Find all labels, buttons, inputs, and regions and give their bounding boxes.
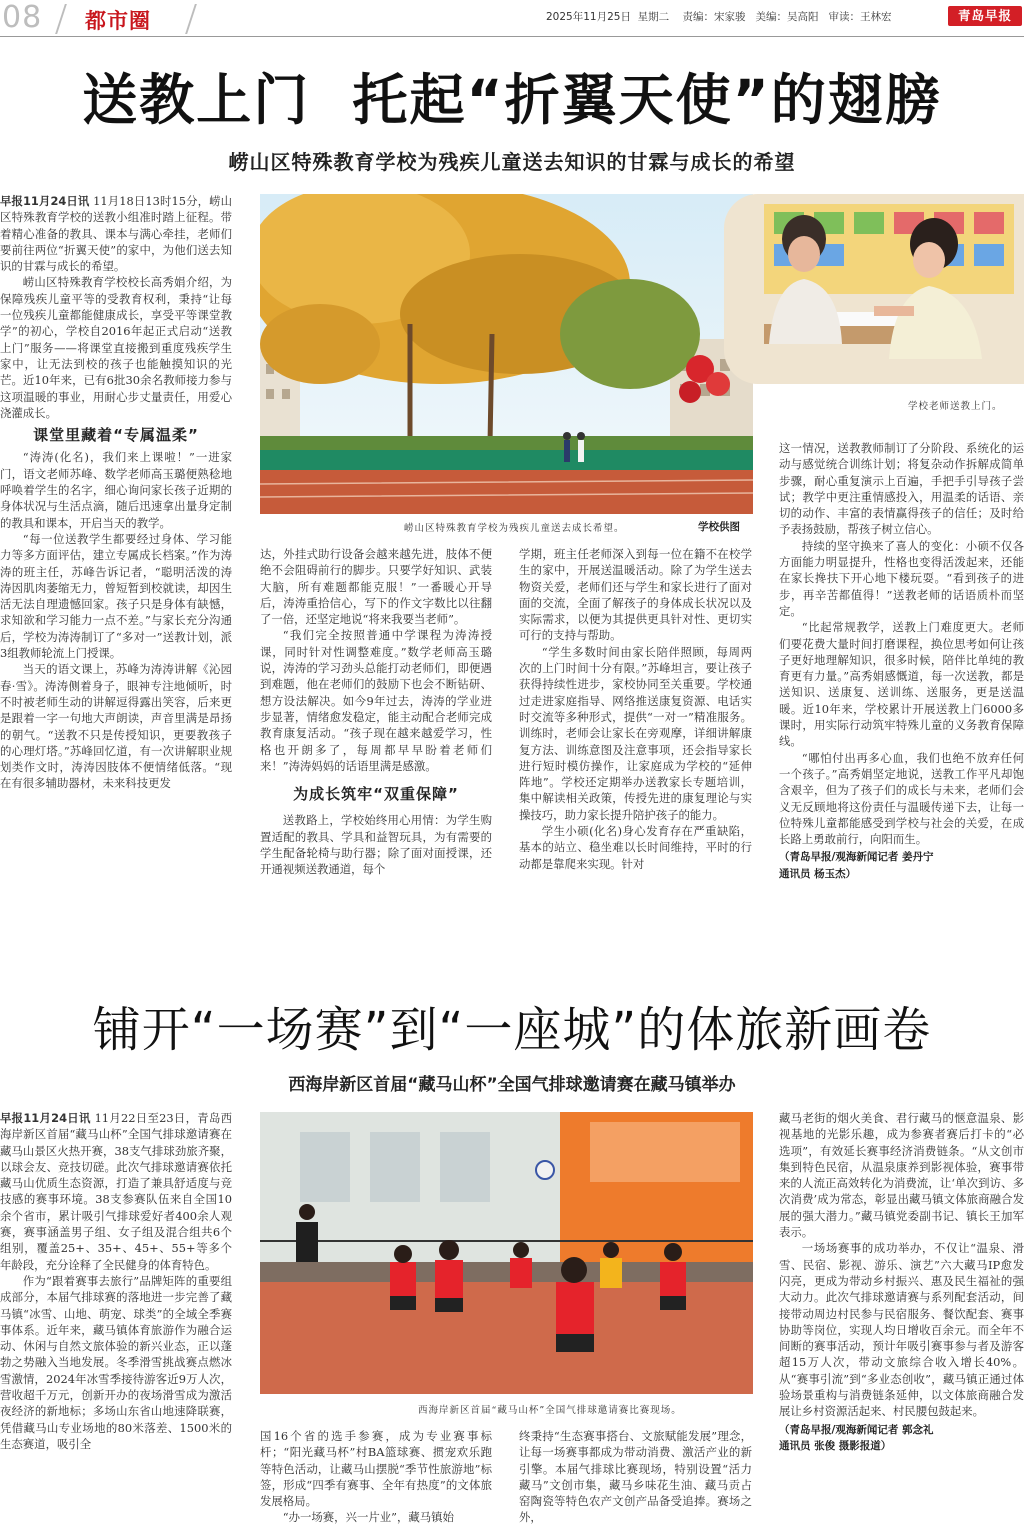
article1-col2-p2: “我们完全按照普通中学课程为涛涛授课，同时针对性调整难度。”数学老师高玉璐说，涛涛的学习劲头总能打动老师们，即便遇到难题，他在老师们的鼓励下也会不断钻研、想方设法解决。如今9年过去，涛涛的学业进步显著，情绪愈发稳定，能主动配合老师完成教育康复活动。“孩子现在越来越爱学习，性格也开朗多了，每周都早早盼着老师们来！”涛涛妈妈的话语里满是感激。 [260, 628, 492, 773]
section-name: 都市圈 [85, 9, 151, 33]
article2-column-3 [519, 1428, 752, 1531]
article1-subheadline: 崂山区特殊教育学校为残疾儿童送去知识的甘霖与成长的希望 [228, 150, 796, 174]
brand-logo [948, 6, 1022, 26]
article1-photo1-credit: 学校供图 [698, 521, 740, 533]
article1-column-4 [779, 440, 1024, 952]
article1-credit-line2: 通讯员 杨玉杰） [779, 867, 857, 880]
article2-column-1 [0, 1110, 232, 1531]
campus-track-image [260, 194, 753, 514]
article2-column-2 [260, 1428, 492, 1531]
article2-col4-p2: 一场场赛事的成功举办，不仅让“温泉、滑雪、民宿、影视、游乐、演艺”六大藏马IP愈发闪亮，更成为带动乡村振兴、惠及民生福祉的强大动力。此次气排球邀请赛与系列配套活动，间接带动周边村民参与民宿服务、餐饮配套、赛事协助等岗位，实现人均日增收百余元。而全年不间断的赛事活动，预计年吸引赛事参与者及游客超15万人次，带动文旅综合收入增长40%。从“赛事引流”到“多业态创收”，藏马镇正通过体验场景重构与消费链条延伸，以文体旅商融合发展让乡村资源活起来、村民腰包鼓起来。 [779, 1241, 1024, 1419]
article2-headline: 铺开“一场赛”到“一座城”的体旅新画卷 [92, 1002, 932, 1058]
article1-col4-p1: 这一情况，送教教师制订了分阶段、系统化的运动与感觉统合训练计划；将复杂动作拆解成简单步骤，耐心重复演示上百遍，手把手引导孩子尝试；教学中更注重情感投入，用温柔的话语、亲切的动作、丰富的表情赢得孩子的信任；及时给予表扬鼓励，帮孩子树立信心。 [779, 441, 1024, 537]
article1-photo1-caption [404, 520, 625, 534]
volleyball-match-image [260, 1112, 753, 1394]
article1-photo2-caption [908, 398, 1003, 412]
article1-col3-p3: 学生小硕(化名)身心发育存在严重缺陷，基本的站立、稳坐难以长时间维持，平时的行动都是靠爬来实现。针对 [519, 824, 752, 871]
photo1-caption-text: 崂山区特殊教育学校为残疾儿童送去成长希望。 [404, 523, 625, 534]
article1-column-1 [0, 193, 232, 950]
article2-col1-p2: 作为“跟着赛事去旅行”品牌矩阵的重要组成部分，本届气排球赛的落地进一步完善了藏马镇“冰雪、山地、萌宠、球类”的全域全季赛事体系。近年来，藏马镇体育旅游作为融合运动、休闲与自然文旅体验的新兴业态，正以蓬勃之势融入当地发展。冬季滑雪挑战赛点燃冰雪激情，2024年冰雪季接待游客近9万人次，营收超千万元，创新开办的夜场滑雪成为激活夜经济的新地标；多场山东省山地速降联赛，凭借藏马山专业场地的80米落差、1500米的生态赛道，吸引全 [0, 1273, 232, 1451]
article1-col4-p4: “哪怕付出再多心血，我们也绝不放弃任何一个孩子。”高秀娟坚定地说，送教工作平凡却饱含艰辛，但为了孩子们的成长与未来，老师们会义无反顾地将这份责任与温暖传递下去，让每一位特殊儿童都能感受到学校与社会的关爱，在成长路上勇敢前行，向阳而生。 [779, 750, 1024, 847]
article1-col1-p2: 崂山区特殊教育学校校长高秀娟介绍，为保障残疾儿童平等的受教育权利，秉持“让每一位残疾儿童都能健康成长，享受平等课堂教学”的初心，学校自2016年起正式启动“送教上门”服务——将课堂直接搬到重度残疾学生家中，让无法到校的孩子也能触摸知识的光芒。近10年来，已有6批30余名教师接力参与这项温暖的事业，用耐心步丈量责任，用爱心浇灌成长。 [0, 275, 232, 420]
article1-col3-p2: “学生多数时间由家长陪伴照顾，每周两次的上门时间十分有限。”苏峰坦言，要让孩子获得持续性进步，家校协同至关重要。学校通过走进家庭指导、网络推送康复资源、电话实时交流等多种形式，提供“一对一”精准服务。训练时，老师会让家长在旁观摩，详细讲解康复方法、训练意图及注意事项，还会指导家长进行短时模仿操作，让家庭成为学校的“延伸阵地”。学校还定期举办送教家长专题培训，集中解读相关政策，传授先进的康复理论与实操技巧，助力家长提升陪护孩子的能力。 [519, 644, 752, 822]
header-slash-2 [185, 4, 197, 34]
article2-credit-line1: （青岛早报/观海新闻记者 郭念礼 [779, 1423, 934, 1436]
header-editor: 责编：宋家骏 [682, 11, 746, 23]
article2-col2-p1: 国16个省的选手参赛，成为专业赛事标杆；“阳光藏马杯”村BA篮球赛、掼宠欢乐跑等特色活动，让藏马山摆脱“季节性旅游地”标签，形成“四季有赛事、全年有热度”的文体旅发展格局。 [260, 1429, 492, 1509]
article2-subheadline: 西海岸新区首届“藏马山杯”全国气排球邀请赛在藏马镇举办 [288, 1075, 736, 1095]
article1-headline: 送教上门 托起“折翼天使”的翅膀 [82, 68, 942, 132]
article1-col4-p3: “比起常规教学，送教上门难度更大。老师们要花费大量时间打磨课程，换位思考如何让孩子更好地理解知识，很多时候，陪伴比单纯的教育更有力量。”高秀娟感慨道，每一次送教，都是送知识、送康复、送训练、送服务，更是送温暖。近10年来，学校累计开展送教上门6000多课时，用实际行动筑牢特殊儿童的义务教育保障线。 [779, 620, 1024, 749]
header-proofreader: 审读：王林宏 [828, 11, 892, 23]
header-designer: 美编：吴高阳 [755, 11, 819, 23]
article2-photo-volleyball [260, 1112, 753, 1394]
article2-column-4 [779, 1110, 1024, 1531]
article1-column-3 [519, 546, 752, 950]
article2-col2-p2: “办一场赛，兴一片业”，藏马镇始 [282, 1510, 454, 1525]
article1-column-2 [260, 546, 492, 950]
article1-col2-p3: 送教路上，学校始终用心用情：为学生购置适配的教具、学具和益智玩具，为有需要的学生配备轮椅与助行器；除了面对面授课，还开通视频送教通道，每个 [260, 813, 492, 877]
home-visit-image [724, 194, 1024, 384]
article2-credit-line2: 通讯员 张俊 摄影报道） [779, 1439, 892, 1452]
article2-col4-p1: 藏马老街的烟火美食、君行藏马的惬意温泉、影视基地的光影乐趣，成为参赛者赛后打卡的“必选项”，有效延长赛事经济消费链条。“从文创市集到特色民宿，从温泉康养到影视体验，赛事带来的人流正高效转化为消费流，让‘单次到访、多次消费’成为常态，彰显出藏马镇文体旅商融合发展的强大潜力。”藏马镇党委副书记、镇长王加军表示。 [779, 1111, 1024, 1240]
article1-col4-p2: 持续的坚守换来了喜人的变化：小硕不仅各方面能力明显提升，性格也变得活泼起来，还能在家长搀扶下开心地下楼玩耍。“看到孩子的进步，再辛苦都值得！”送教老师的话语质朴而坚定。 [779, 538, 1024, 618]
page-number: 08 [2, 0, 43, 35]
article1-col1-p1: 11月18日13时15分，崂山区特殊教育学校的送教小组准时踏上征程。带着精心准备的教具、课本与满心牵挂，老师们要前往两位“折翼天使”的家中，为他们送去知识的甘霖与成长的希望。 [0, 194, 232, 274]
article1-photo-campus [260, 194, 753, 514]
article1-col1-p3: “涛涛(化名)，我们来上课啦！”一进家门，语文老师苏峰、数学老师高玉璐便熟稔地呼唤着学生的名字，细心询问家长孩子近期的身体状况与生活点滴，随后迅速拿出量身定制的教具和课本，开启当天的教学。 [0, 450, 232, 530]
article2-col1-p1: 11月22日至23日，青岛西海岸新区首届“藏马山杯”全国气排球邀请赛在藏马山景区火热开赛，38支气排球劲旅齐聚，以球会友、竞技切磋。此次气排球邀请赛依托藏马山优质生态资源，打造了兼具舒适度与竞技感的赛事环境。38支参赛队伍来自全国10余个省市，累计吸引气排球爱好者400余人观赛，赛事涵盖男子组、女子组及混合组共6个组别，覆盖25+、35+、45+、55+等多个年龄段，充分诠释了全民健身的体育特色。 [0, 1111, 232, 1272]
article1-subheading-2: 为成长筑牢“双重保障” [293, 785, 459, 804]
article2-dateline: 早报11月24日讯 [0, 1111, 91, 1125]
article1-col1-p4: “每一位送教学生都要经过身体、学习能力等多方面评估，建立专属成长档案。”作为涛涛的班主任，苏峰告诉记者，“聪明活泼的涛涛因肌肉萎缩无力，曾短暂到校就读，却因生活无法自理遗憾回家。孩子只是身体有缺憾，求知欲和学习能力一点不差。”与家长充分沟通后，学校为涛涛制订了“多对一”送教计划，派3组教师轮流上门授课。 [0, 531, 232, 661]
header-date: 2025年11月25日 [546, 11, 631, 23]
article1-col1-p5: 当天的语文课上，苏峰为涛涛讲解《沁园春·雪》。涛涛侧着身子，眼神专注地倾听，时不时被老师生动的讲解逗得露出笑容，后来更是跟着一字一句地大声朗读，声音里满是昂扬的朝气。“送教不只是传授知识，更要教孩子的心理灯塔。”苏峰回忆道，有一次讲解职业规划类作文时，涛涛因肢体不便情绪低落。“现在有很多辅助器材，未来科技更发 [0, 662, 232, 791]
article1-col2-p1: 达，外挂式助行设备会越来越先进，肢体不便绝不会阻碍前行的脚步。只要学好知识、武装大脑，所有难题都能克服！”一番暖心开导后，涛涛重拾信心，写下的作文字数比以往翻了一倍，还坚定地说“将来我要当老师”。 [260, 547, 492, 627]
photo3-caption-text: 西海岸新区首届“藏马山杯”全国气排球邀请赛比赛现场。 [418, 1405, 682, 1416]
photo2-caption-text: 学校老师送教上门。 [908, 401, 1003, 412]
article1-subheading-1: 课堂里藏着“专属温柔” [33, 426, 199, 445]
article2-photo-caption [418, 1402, 682, 1416]
header-rule [0, 36, 1024, 37]
header-slash-1 [55, 4, 67, 34]
header-weekday: 星期二 [637, 11, 670, 23]
article1-col3-p1: 学期，班主任老师深入到每一位在籍不在校学生的家中，开展送温暖活动。除了为学生送去物资关爱，老师们还与学生和家长进行了面对面的交流，全面了解孩子的身体成长状况以及实际需求，以便为其提供更具针对性、更切实可行的支持与帮助。 [519, 547, 752, 643]
article1-dateline: 早报11月24日讯 [0, 194, 90, 208]
article1-credit-line1: （青岛早报/观海新闻记者 姜丹宁 [779, 851, 934, 864]
article2-col3-p1: 终秉持“生态赛事搭台、文旅赋能发展”理念，让每一场赛事都成为带动消费、激活产业的新引擎。本届气排球比赛现场，特别设置“活力藏马”文创市集，藏马乡味花生油、藏马贡占窑陶瓷等特色农产文创产品备受追捧。赛场之外， [519, 1429, 752, 1525]
article1-photo-homevisit [724, 194, 1024, 384]
brand-name: 青岛早报 [957, 8, 1012, 23]
header-meta [546, 9, 892, 24]
